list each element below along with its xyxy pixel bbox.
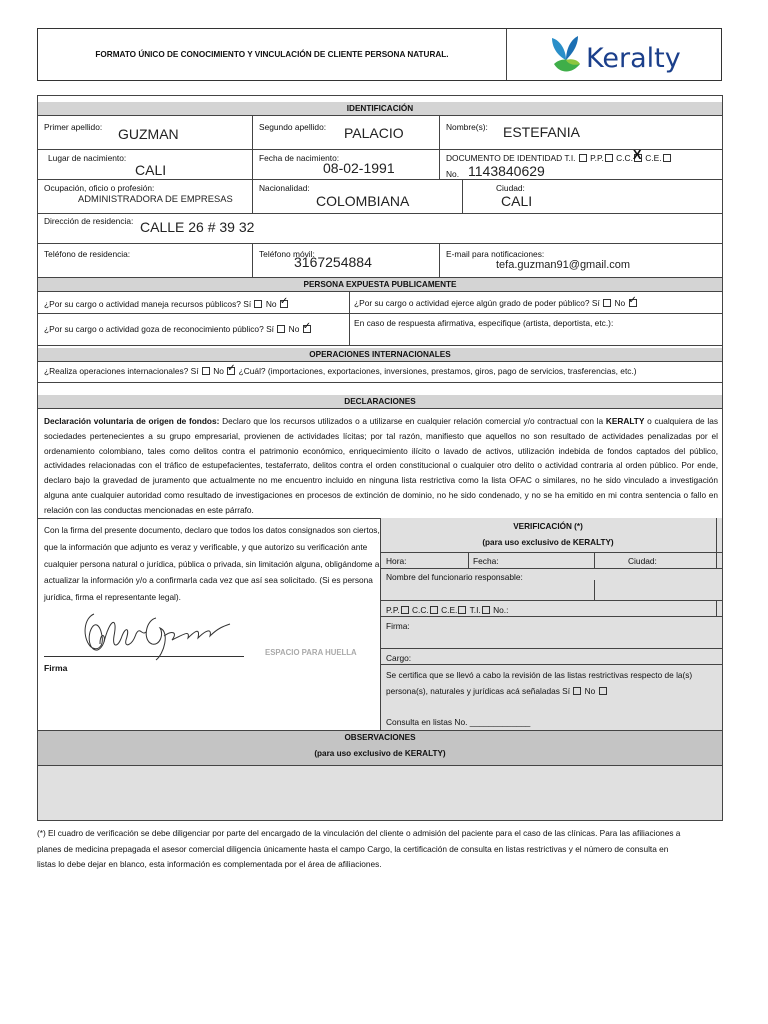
- operaciones-si-checkbox[interactable]: [202, 367, 210, 375]
- declaracion-text-2: o cualquiera de las sociedades pertenecientes a su grupo empresarial, provienen de actividades lícitas; por tal razón, manifiesto que aquellos no son resultado de actividades penalizadas por el ordenamiento colombiano, tales como delitos contra el patrimonio económico, enriquecimiento ilícito o lavado de activos, utilización indebida de fondos captados del público, actividades relacionadas con el tráfico de estupefacientes, testaferrato, delitos contra el orden constitucional o cualquier otro delito o actividad contraria al orden público. Por ende, declaro bajo la gravedad de juramento que actualmente no me encuentro incluido en ninguna lista restrictiva como la lista OFAC o similares, no he sido vinculado a investigación alguna ante cualquier autoridad como resultado de investigaciones en procesos de extinción de dominio, no he sido condenado, y no se ha emitido en mi contra sentencia o fallo en relación con las conductas mencionadas en este párrafo.: [44, 416, 718, 515]
- documento-ce-label: C.E.: [645, 153, 662, 163]
- pep-q1-no-label: No: [265, 299, 277, 309]
- documento-number-value[interactable]: 1143840629: [468, 163, 545, 179]
- pep-q2-text: ¿Por su cargo o actividad ejerce algún grado de poder público? Sí: [354, 298, 600, 308]
- huella-label: ESPACIO PARA HUELLA: [265, 648, 357, 657]
- documento-ti-label: DOCUMENTO DE IDENTIDAD T.I.: [446, 153, 576, 163]
- primer-apellido-value[interactable]: GUZMAN: [118, 126, 179, 142]
- nacionalidad-label: Nacionalidad:: [259, 183, 310, 193]
- form-table: [37, 95, 723, 821]
- pep-q3-no-checkbox[interactable]: [303, 325, 311, 333]
- ver-cc-label: C.C.: [412, 605, 429, 615]
- verificacion-subtitle: (para uso exclusivo de KERALTY): [482, 538, 614, 547]
- pep-q3: [44, 324, 312, 334]
- verificacion-doc: [386, 605, 508, 615]
- cc-checkbox[interactable]: [632, 147, 642, 162]
- ver-pp-checkbox[interactable]: [401, 606, 409, 614]
- nacionalidad-value[interactable]: COLOMBIANA: [316, 193, 410, 209]
- ver-ce-checkbox[interactable]: [458, 606, 466, 614]
- ver-pp-label: P.P.: [386, 605, 400, 615]
- pep-q4: En caso de respuesta afirmativa, especifique (artista, deportista, etc.):: [354, 318, 614, 328]
- ocupacion-label: Ocupación, oficio o profesión:: [44, 183, 155, 193]
- operaciones-question: [44, 366, 637, 376]
- fecha-nacimiento-label: Fecha de nacimiento:: [259, 153, 340, 163]
- pep-q2-si-checkbox[interactable]: [603, 299, 611, 307]
- verificacion-certifica: [386, 667, 716, 699]
- section-declaraciones: DECLARACIONES: [38, 395, 722, 408]
- email-value[interactable]: tefa.guzman91@gmail.com: [496, 259, 631, 271]
- primer-apellido-label: Primer apellido:: [44, 122, 103, 132]
- section-identificacion: IDENTIFICACIÓN: [38, 102, 722, 115]
- logo-text: Keralty: [586, 43, 681, 74]
- ver-certifica-text: Se certifica que se llevó a cabo la revisión de las listas restrictivas respecto de la(s) persona(s), naturales y jurídicas acá señaladas Sí: [386, 670, 693, 696]
- documento-label: [446, 147, 672, 163]
- operaciones-q-start: ¿Realiza operaciones internacionales? Sí: [44, 366, 199, 376]
- pep-q2: [354, 298, 638, 308]
- declaracion-brand: KERALTY: [605, 416, 645, 426]
- verificacion-firma: Firma:: [386, 621, 410, 631]
- ver-cc-checkbox[interactable]: [430, 606, 438, 614]
- documento-cc-label: C.C.: [616, 153, 633, 163]
- nombres-label: Nombre(s):: [446, 122, 488, 132]
- pep-q2-no-label: No: [614, 298, 626, 308]
- section-pep: PERSONA EXPUESTA PUBLICAMENTE: [38, 278, 722, 291]
- firma-label: Firma: [44, 663, 68, 673]
- telefono-movil-label: Teléfono móvil:: [259, 249, 315, 259]
- ciudad-value[interactable]: CALI: [501, 193, 533, 209]
- telefono-movil-value[interactable]: 3167254884: [294, 254, 372, 270]
- verificacion-fecha: Fecha:: [473, 556, 499, 566]
- documento-no-label: No.: [446, 169, 460, 179]
- pep-q1-text: ¿Por su cargo o actividad maneja recursos públicos? Sí: [44, 299, 252, 309]
- pep-q1-si-checkbox[interactable]: [254, 300, 262, 308]
- ti-checkbox[interactable]: [579, 154, 587, 162]
- verificacion-ciudad: Ciudad:: [628, 556, 657, 566]
- ocupacion-value[interactable]: ADMINISTRADORA DE EMPRESAS: [78, 193, 233, 204]
- pep-q1-no-checkbox[interactable]: [280, 300, 288, 308]
- operaciones-q-end: ¿Cuál? (importaciones, exportaciones, inversiones, prestamos, giros, pago de servicios, trasferencias, etc.): [238, 366, 637, 376]
- segundo-apellido-label: Segundo apellido:: [259, 122, 327, 132]
- section-operaciones: OPERACIONES INTERNACIONALES: [38, 348, 722, 361]
- verificacion-hora: Hora:: [386, 556, 407, 566]
- keralty-logo-icon: [548, 34, 584, 76]
- declaracion-text-1: Declaro que los recursos utilizados o a utilizarse en cualquier relación comercial y/o contractual con la: [222, 416, 604, 426]
- document-title: FORMATO ÚNICO DE CONOCIMIENTO Y VINCULACIÓN DE CLIENTE PERSONA NATURAL.: [95, 50, 449, 59]
- declaracion-heading: Declaración voluntaria de origen de fondos:: [44, 416, 220, 426]
- cc-check-mark: X: [632, 147, 642, 162]
- verificacion-funcionario: Nombre del funcionario responsable:: [386, 572, 523, 582]
- observaciones-title: OBSERVACIONES: [344, 733, 416, 742]
- pep-q2-no-checkbox[interactable]: [629, 299, 637, 307]
- observaciones-subtitle: (para uso exclusivo de KERALTY): [314, 749, 446, 758]
- signature-line: [44, 656, 244, 657]
- fecha-nacimiento-value[interactable]: 08-02-1991: [323, 160, 395, 176]
- direccion-label: Dirección de residencia:: [44, 216, 134, 226]
- verificacion-cargo: Cargo:: [386, 653, 412, 663]
- verificacion-title: VERIFICACIÓN (*): [513, 522, 583, 531]
- documento-pp-label: P.P.: [590, 153, 604, 163]
- footnote: (*) El cuadro de verificación se debe diligenciar por parte del encargado de la vinculación del cliente o admisión del paciente para el caso de las clínicas. Para las afiliaciones a planes de medicina prepagada el asesor comercial diligencia únicamente hasta el campo Cargo, la certificación de consulta en listas restrictivas y el número de consulta en listas lo debe dejar en blanco, esta información es complementada por el área de afiliaciones.: [37, 828, 681, 870]
- ver-certifica-no-checkbox[interactable]: [599, 687, 607, 695]
- pep-q3-si-checkbox[interactable]: [277, 325, 285, 333]
- ver-ti-checkbox[interactable]: [482, 606, 490, 614]
- direccion-value[interactable]: CALLE 26 # 39 32: [140, 219, 255, 235]
- declaracion-text: [44, 414, 718, 518]
- pep-q1: [44, 299, 289, 309]
- lugar-nacimiento-value[interactable]: CALI: [135, 162, 167, 178]
- signature-image: [60, 606, 250, 666]
- segundo-apellido-value[interactable]: PALACIO: [344, 125, 404, 141]
- pep-q3-text: ¿Por su cargo o actividad goza de reconocimiento público? Sí: [44, 324, 274, 334]
- firma-text: Con la firma del presente documento, declaro que todos los datos consignados son ciertos, que la información que adjunto es veraz y verificable, y que autorizo su verificación ante cualquier persona natural o jurídica, pública o privada, sin limitación alguna, obligándome a actualizar la información y/o a confirmarla cada vez que así sea solicitado. (Si es persona jurídica, firma el representante legal).: [44, 525, 380, 603]
- operaciones-no-checkbox[interactable]: [227, 367, 235, 375]
- ver-certifica-no-label: No: [584, 686, 596, 696]
- pp-checkbox[interactable]: [605, 154, 613, 162]
- telefono-residencia-label: Teléfono de residencia:: [44, 249, 131, 259]
- header-box: [37, 28, 722, 81]
- keralty-logo: [548, 34, 688, 76]
- pep-q3-no-label: No: [288, 324, 300, 334]
- ver-ce-label: C.E.: [441, 605, 458, 615]
- ver-ti-label: T.I.: [469, 605, 481, 615]
- nombres-value[interactable]: ESTEFANIA: [503, 124, 581, 140]
- ce-checkbox[interactable]: [663, 154, 671, 162]
- ciudad-label: Ciudad:: [496, 183, 525, 193]
- lugar-nacimiento-label: Lugar de nacimiento:: [48, 153, 127, 163]
- ver-no-label: No.:: [493, 605, 509, 615]
- verificacion-consulta: Consulta en listas No. _____________: [386, 717, 531, 727]
- ver-certifica-si-checkbox[interactable]: [573, 687, 581, 695]
- email-label: E-mail para notificaciones:: [446, 249, 545, 259]
- operaciones-no-label: No: [213, 366, 224, 376]
